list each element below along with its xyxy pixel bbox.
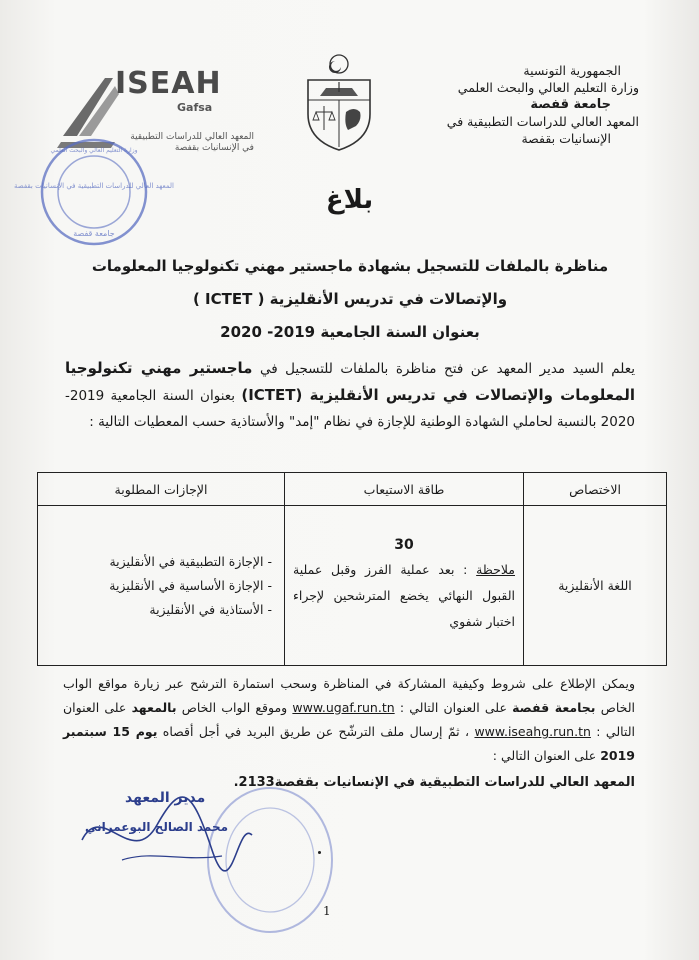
notice-title: بلاغ bbox=[325, 185, 374, 215]
table-row bbox=[38, 506, 667, 666]
capacity-note: ملاحظة : بعد عملية الفرز وقبل عملية القبول النهائي يخضع المترشحين لإجراء اختبار شفوي bbox=[293, 561, 515, 629]
details-paragraph: ويمكن الإطلاع على شروط وكيفية المشاركة في المناظرة وسحب استمارة الترشح عبر زيارة مواقع الواب الخاص بجامعة قفصة على العنوان التالي : www.ugaf.run.tn وموقع الواب الخاص بالمعهد على العنوان التالي : www.iseahg.run.tn ، ثمّ إرسال ملف الترشّح عن طريق البريد في أجل أقصاه يوم 15 سبتمبر 2019 على العنوان التالي : bbox=[63, 676, 635, 763]
program-name: ماجستير مهني تكنولوجيا المعلومات والإتصالات في تدريس الأنقليزية (ICTET) bbox=[65, 359, 635, 404]
deadline-date: يوم 15 سبتمبر 2019 bbox=[63, 724, 635, 763]
tunisia-coat-of-arms bbox=[298, 52, 380, 152]
specialty-cell: اللغة الأنقليزية bbox=[524, 506, 667, 666]
mark-dot bbox=[318, 851, 321, 854]
header-university: جامعة قفصة bbox=[530, 97, 611, 112]
header-degrees: الإجازات المطلوبة bbox=[38, 473, 285, 506]
heading-line-3: بعنوان السنة الجامعية 2019- 2020 bbox=[220, 323, 480, 341]
director-name: محمد الصالح البوعمراني bbox=[85, 820, 229, 834]
notice-heading bbox=[70, 250, 630, 349]
logo-name: ISEAH bbox=[115, 66, 222, 101]
capacity-number: 30 bbox=[394, 536, 414, 553]
header-institute: المعهد العالي للدراسات التطبيقية في bbox=[446, 114, 639, 129]
svg-text:جامعة قفصة: جامعة قفصة bbox=[73, 229, 115, 238]
header-institute-city: الإنسانيات بقفصة bbox=[521, 131, 611, 146]
degree-item: - الإجازة الأساسية في الأنقليزية bbox=[109, 577, 272, 593]
heading-line-2: والإتصالات في تدريس الأنقليزية ( ICTET ) bbox=[192, 290, 508, 308]
header-republic: الجمهورية التونسية bbox=[523, 63, 621, 78]
admission-table bbox=[37, 472, 667, 666]
page-number: 1 bbox=[323, 904, 331, 918]
svg-text:المعهد العالي للدراسات التطبيق: المعهد العالي للدراسات التطبيقية في الإنسانيات بقفصة bbox=[14, 182, 174, 190]
institution-header bbox=[399, 62, 639, 147]
heading-line-1: مناظرة بالملفات للتسجيل بشهادة ماجستير مهني تكنولوجيا المعلومات bbox=[91, 257, 609, 275]
postal-address: المعهد العالي للدراسات التطبيقية في الإنسانيات بقفصة2133. bbox=[233, 775, 635, 790]
header-ministry: وزارة التعليم العالي والبحث العلمي bbox=[457, 80, 639, 95]
degree-item: - الأستاذية في الأنقليزية bbox=[149, 601, 272, 617]
degrees-cell bbox=[38, 506, 285, 666]
degree-item: - الإجازة التطبيقية في الأنقليزية bbox=[109, 553, 272, 569]
header-specialty: الاختصاص bbox=[524, 473, 667, 506]
logo-city: Gafsa bbox=[177, 101, 213, 114]
director-title: مدير المعهد bbox=[125, 790, 206, 806]
svg-text:وزارة التعليم العالي والبحث ال: وزارة التعليم العالي والبحث العلمي bbox=[50, 147, 138, 154]
university-website-link[interactable]: www.ugaf.run.tn bbox=[292, 700, 395, 715]
intro-paragraph: يعلم السيد مدير المعهد عن فتح مناظرة بالملفات للتسجيل في ماجستير مهني تكنولوجيا المعلومات والإتصالات في تدريس الأنقليزية (ICTET) بعنوان السنة الجامعية 2019-2020 بالنسبة لحاملي الشهادة الوطنية للإجازة في نظام "إمد" والأستاذية حسب المعطيات التالية : bbox=[65, 359, 635, 430]
header-capacity: طاقة الاستيعاب bbox=[285, 473, 524, 506]
logo-arabic: المعهد العالي للدراسات التطبيقية في الإنسانيات بقفصة bbox=[130, 132, 254, 153]
capacity-cell bbox=[285, 506, 524, 666]
institute-website-link[interactable]: www.iseahg.run.tn bbox=[474, 724, 591, 739]
